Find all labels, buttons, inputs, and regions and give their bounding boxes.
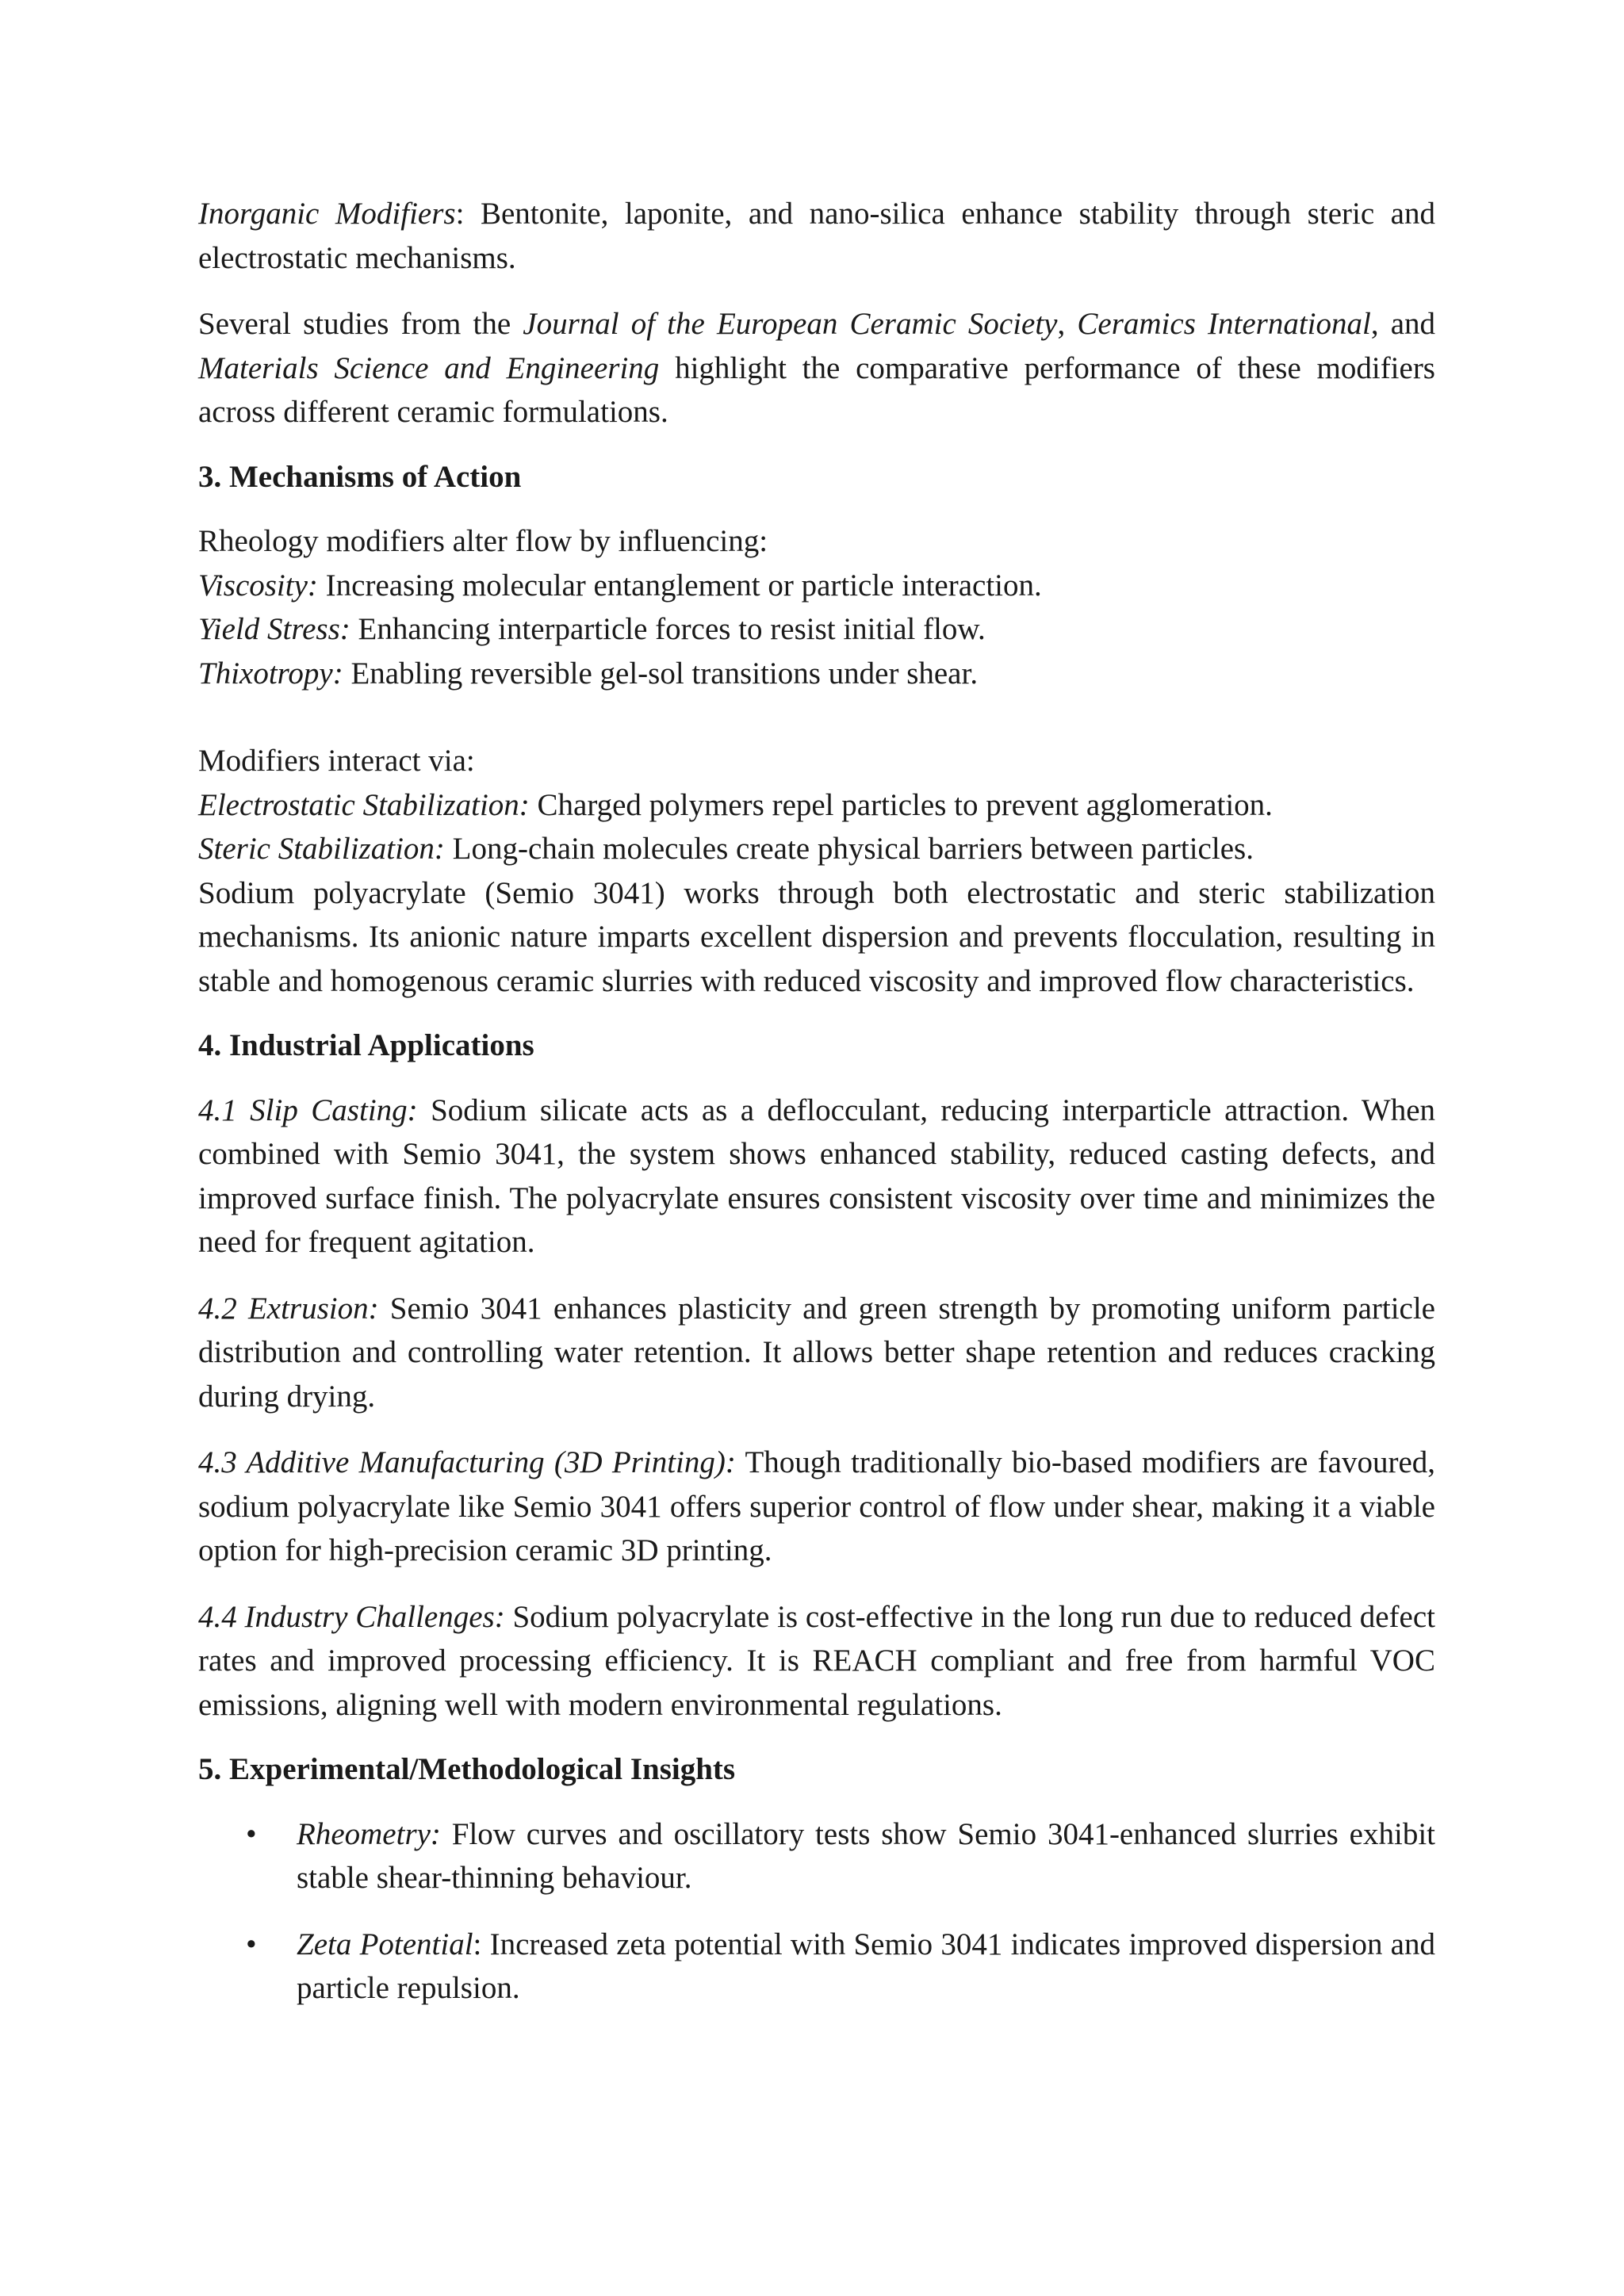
mechanisms-list	[198, 519, 1435, 695]
interaction-text: Charged polymers repel particles to prevent agglomeration.	[529, 787, 1273, 822]
mechanism-label: Yield Stress:	[198, 612, 350, 646]
application-paragraph	[198, 1287, 1435, 1419]
inorganic-modifiers-paragraph	[198, 192, 1435, 280]
mechanism-item	[198, 607, 1435, 652]
application-label: 4.4 Industry Challenges:	[198, 1599, 505, 1634]
mechanisms-lead: Rheology modifiers alter flow by influencing:	[198, 524, 768, 558]
interaction-list	[198, 739, 1435, 871]
insights-list	[198, 1812, 1435, 2011]
journal-name: Ceramics International	[1077, 307, 1371, 341]
studies-paragraph	[198, 302, 1435, 434]
insight-text: Flow curves and oscillatory tests show Semio 3041-enhanced slurries exhibit stable shear-thinning behaviour.	[297, 1816, 1435, 1895]
mechanism-text: Enabling reversible gel-sol transitions under shear.	[343, 656, 979, 691]
application-paragraph	[198, 1441, 1435, 1573]
list-item	[198, 1812, 1435, 1900]
bullet-icon: •	[246, 1816, 257, 1851]
mechanism-label: Thixotropy:	[198, 656, 343, 691]
studies-post: highlight the comparative performance of these modifiers across different ceramic formulations.	[198, 350, 1435, 429]
application-label: 4.2 Extrusion:	[198, 1291, 379, 1326]
insight-label: Rheometry:	[297, 1816, 441, 1851]
interaction-label: Steric Stabilization:	[198, 832, 445, 866]
mechanism-item	[198, 564, 1435, 608]
application-label: 4.3 Additive Manufacturing (3D Printing):	[198, 1445, 736, 1479]
insight-label: Zeta Potential	[297, 1927, 473, 1961]
journal-name: Journal of the European Ceramic Society	[523, 307, 1058, 341]
interaction-text: Long-chain molecules create physical barriers between particles.	[444, 832, 1254, 866]
mechanism-item	[198, 652, 1435, 696]
application-text: Sodium silicate acts as a deflocculant, reducing interparticle attraction. When combined with Semio 3041, the system shows enhanced stability, reduced casting defects, and improved surface finish. The polyacrylate ensures consistent viscosity over time and minimizes the need for frequent agitation.	[198, 1093, 1436, 1259]
application-text: Semio 3041 enhances plasticity and green strength by promoting uniform particle distribution and controlling water retention. It allows better shape retention and reduces cracking during drying.	[198, 1291, 1435, 1414]
application-paragraph	[198, 1089, 1435, 1265]
separator: ,	[1057, 307, 1078, 341]
insight-text: : Increased zeta potential with Semio 3041 indicates improved dispersion and particle repulsion.	[297, 1927, 1435, 2005]
mechanism-text: Enhancing interparticle forces to resist initial flow.	[350, 612, 986, 646]
application-paragraph	[198, 1595, 1435, 1728]
mechanism-text: Increasing molecular entanglement or particle interaction.	[317, 568, 1042, 603]
list-item	[198, 1923, 1435, 2011]
separator: , and	[1370, 307, 1436, 341]
studies-pre: Several studies from the	[198, 307, 523, 341]
application-label: 4.1 Slip Casting:	[198, 1093, 418, 1127]
application-text: Sodium polyacrylate is cost-effective in the long run due to reduced defect rates and improved processing efficiency. It is REACH compliant and free from harmful VOC emissions, aligning well with modern environmental regulations.	[198, 1599, 1435, 1722]
interaction-item	[198, 783, 1435, 828]
section-heading: 3. Mechanisms of Action	[198, 459, 522, 494]
journal-name: Materials Science and Engineering	[198, 350, 660, 385]
inorganic-modifiers-label: Inorganic Modifiers	[198, 197, 456, 231]
application-text: Though traditionally bio-based modifiers are favoured, sodium polyacrylate like Semio 3041 offers superior control of flow under shear, making it a viable option for high-precision ceramic 3D printing.	[198, 1445, 1436, 1567]
interaction-item	[198, 827, 1435, 871]
document-page	[198, 192, 1435, 2011]
interaction-lead: Modifiers interact via:	[198, 744, 475, 778]
polyacrylate-paragraph: Sodium polyacrylate (Semio 3041) works through both electrostatic and steric stabilization mechanisms. Its anionic nature imparts excellent dispersion and prevents flocculation, resulting in stable and homogenous ceramic slurries with reduced viscosity and improved flow characteristics.	[198, 875, 1435, 998]
bullet-icon: •	[246, 1927, 257, 1961]
mechanism-label: Viscosity:	[198, 568, 318, 603]
interaction-label: Electrostatic Stabilization:	[198, 787, 530, 822]
section-heading: 4. Industrial Applications	[198, 1028, 534, 1062]
section-heading: 5. Experimental/Methodological Insights	[198, 1752, 736, 1786]
inorganic-modifiers-text: : Bentonite, laponite, and nano-silica enhance stability through steric and electrostatic mechanisms.	[198, 197, 1435, 275]
